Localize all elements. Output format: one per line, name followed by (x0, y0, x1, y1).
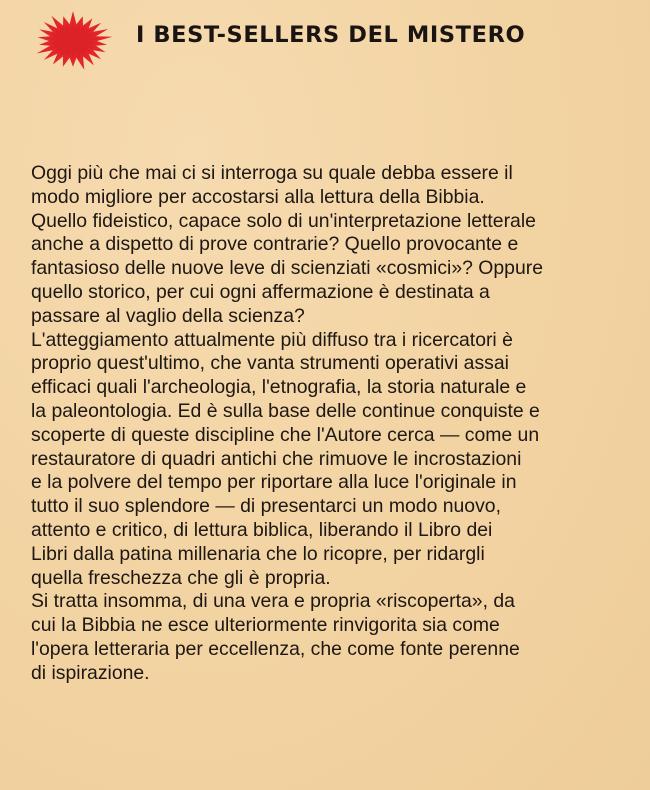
blurb-line: Oggi più che mai ci si interroga su quale debba essere il (31, 162, 513, 184)
blurb-line: efficaci quali l'archeologia, l'etnografia, la storia naturale e (31, 376, 527, 399)
blurb-line: Quello fideistico, capace solo di un'interpretazione letterale (31, 209, 536, 232)
blurb-line: di ispirazione. (31, 661, 150, 684)
blurb-line: quello storico, per cui ogni affermazione è destinata a (31, 280, 490, 303)
blurb-line: la paleontologia. Ed è sulla base delle continue conquiste e (31, 399, 540, 422)
blurb-line: L'atteggiamento attualmente più diffuso tra i ricercatori è (31, 328, 513, 351)
blurb-line: cui la Bibbia ne esce ulteriormente rinvigorita sia come (31, 614, 500, 637)
blurb-line: anche a dispetto di prove contrarie? Quello provocante e (31, 233, 519, 256)
blurb-line: quella freschezza che gli è propria. (31, 566, 331, 589)
blurb-line: e la polvere del tempo per riportare alla luce l'originale in (31, 471, 517, 494)
series-title: I BEST-SELLERS DEL MISTERO (136, 22, 526, 48)
blurb-line: proprio quest'ultimo, che vanta strumenti operativi assai (31, 352, 509, 375)
blurb-text (31, 162, 631, 686)
blurb-line: passare al vaglio della scienza? (31, 304, 305, 327)
blurb-line: fantasioso delle nuove leve di scienziati «cosmici»? Oppure (31, 257, 543, 280)
starburst-emblem-icon (32, 10, 114, 72)
blurb-line: attento e critico, di lettura biblica, liberando il Libro dei (31, 518, 493, 541)
blurb-line: modo migliore per accostarsi alla lettura della Bibbia. (31, 185, 485, 208)
blurb-line: restauratore di quadri antichi che rimuove le incrostazioni (31, 447, 522, 470)
blurb-line: Libri dalla patina millenaria che lo ricopre, per ridargli (31, 542, 485, 565)
blurb-line: l'opera letteraria per eccellenza, che come fonte perenne (31, 637, 520, 660)
blurb-line: scoperte di queste discipline che l'Autore cerca — come un (31, 423, 540, 446)
blurb-line: tutto il suo splendore — di presentarci un modo nuovo, (31, 495, 501, 518)
blurb-line: Si tratta insomma, di una vera e propria «riscoperta», da (31, 590, 515, 613)
